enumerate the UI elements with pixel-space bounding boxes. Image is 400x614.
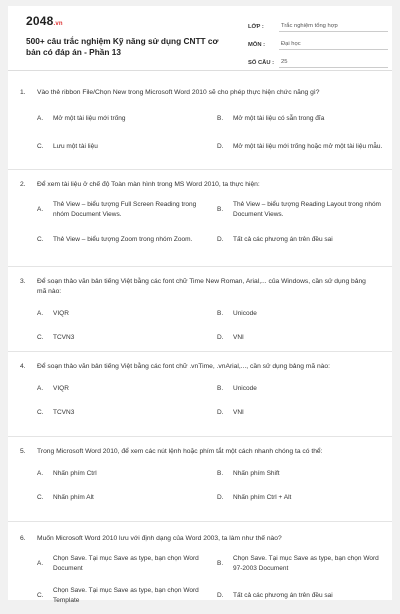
answer-letter: B. xyxy=(217,560,224,567)
answer-text: VNI xyxy=(233,409,244,416)
answer-text: Unicode xyxy=(233,310,257,317)
answer-letter: C. xyxy=(37,592,44,599)
logo-suffix: .vn xyxy=(53,21,63,27)
meta-label: MÔN : xyxy=(248,42,266,48)
answer-letter: B. xyxy=(217,310,224,317)
question-number: 6. xyxy=(20,535,26,542)
answer-option[interactable] xyxy=(217,307,389,321)
answer-option[interactable] xyxy=(217,406,389,420)
answer-letter: D. xyxy=(217,494,224,501)
answer-text: VIQR xyxy=(53,310,69,317)
document-title: 500+ câu trắc nghiệm Kỹ năng sử dụng CNTT cơ bản có đáp án - Phần 13 xyxy=(26,36,219,57)
answer-option[interactable] xyxy=(217,109,389,129)
answer-letter: A. xyxy=(37,385,44,392)
answer-option[interactable] xyxy=(37,109,209,129)
meta-row-count xyxy=(248,54,388,68)
answer-text: Lưu một tài liệu xyxy=(53,143,98,150)
answer-grid xyxy=(20,382,374,420)
answer-option[interactable] xyxy=(37,491,209,505)
answer-letter: B. xyxy=(217,470,224,477)
question-text xyxy=(20,277,374,297)
answer-text: Nhấn phím Shift xyxy=(233,470,280,477)
question-text xyxy=(20,534,374,544)
meta-value: Trắc nghiệm tổng hợp xyxy=(279,23,388,32)
answer-text: Thẻ View – biểu tượng Full Screen Reading trong nhóm Document Views. xyxy=(53,201,197,218)
answer-letter: D. xyxy=(217,409,224,416)
answer-letter: A. xyxy=(37,470,44,477)
question-body: Muốn Microsoft Word 2010 lưu với định dạng của Word 2003, ta làm như thế nào? xyxy=(37,535,282,542)
answer-letter: B. xyxy=(217,206,224,213)
answer-text: Nhấn phím Ctrl + Alt xyxy=(233,494,292,501)
answer-letter: D. xyxy=(217,334,224,341)
answer-letter: B. xyxy=(217,115,224,122)
answer-text: Chọn Save. Tại mục Save as type, bạn chọn Word Document xyxy=(53,555,199,572)
answer-option[interactable] xyxy=(37,554,209,574)
answer-text: Nhấn phím Ctrl xyxy=(53,470,97,477)
answer-option[interactable] xyxy=(217,331,389,345)
document-page xyxy=(8,6,392,604)
answer-text: Thẻ View – biểu tượng Zoom trong nhóm Zoom. xyxy=(53,236,193,243)
meta-value: 25 xyxy=(279,59,388,68)
answer-text: Nhấn phím Alt xyxy=(53,494,94,501)
answer-letter: C. xyxy=(37,494,44,501)
header-divider xyxy=(8,70,392,71)
answer-option[interactable] xyxy=(37,137,209,157)
answer-option[interactable] xyxy=(217,137,389,157)
answer-option[interactable] xyxy=(37,307,209,321)
answer-option[interactable] xyxy=(37,467,209,481)
answer-grid xyxy=(20,307,374,345)
answer-option[interactable] xyxy=(217,230,389,250)
question-item xyxy=(8,522,392,614)
answer-text: Chọn Save. Tại mục Save as type, bạn chọn Word Template xyxy=(53,587,199,604)
answer-letter: B. xyxy=(217,385,224,392)
answer-option[interactable] xyxy=(217,200,389,220)
question-body: Để soạn thảo văn bản tiếng Việt bằng các font chữ .vnTime, .vnArial,..., cần sử dụng bảng mã nào: xyxy=(37,363,330,370)
question-text xyxy=(20,362,374,372)
answer-text: TCVN3 xyxy=(53,409,75,416)
question-number: 1. xyxy=(20,89,26,96)
question-text xyxy=(20,180,374,190)
answer-letter: A. xyxy=(37,560,44,567)
answer-text: Tất cả các phương án trên đều sai xyxy=(233,592,333,599)
answer-letter: A. xyxy=(37,206,44,213)
answer-text: Mở một tài liệu mới trống xyxy=(53,115,126,122)
question-text xyxy=(20,447,374,457)
answer-grid xyxy=(20,200,381,250)
answer-letter: D. xyxy=(217,143,224,150)
answer-text: VIQR xyxy=(53,385,69,392)
question-number: 5. xyxy=(20,448,26,455)
answer-grid xyxy=(20,554,379,606)
answer-text: VNI xyxy=(233,334,244,341)
answer-option[interactable] xyxy=(37,230,209,250)
answer-letter: C. xyxy=(37,236,44,243)
meta-label: SỐ CÂU : xyxy=(248,60,275,66)
question-text xyxy=(20,88,374,98)
question-body: Để soạn thảo văn bản tiếng Việt bằng các font chữ Time New Roman, Arial,... của Windows, cần sử dụng bảng mã nào: xyxy=(37,278,366,295)
question-item xyxy=(8,267,392,352)
question-number: 3. xyxy=(20,278,26,285)
meta-row-class xyxy=(248,18,388,32)
answer-option[interactable] xyxy=(217,491,389,505)
question-list xyxy=(8,74,392,614)
meta-value: Đại học xyxy=(279,41,388,50)
meta-label: LỚP : xyxy=(248,24,264,30)
answer-grid xyxy=(20,467,374,505)
answer-option[interactable] xyxy=(217,554,389,574)
answer-letter: C. xyxy=(37,409,44,416)
answer-text: Chọn Save. Tại mục Save as type, bạn chọn Word 97-2003 Document xyxy=(233,555,379,572)
question-body: Vào thẻ ribbon File/Chọn New trong Microsoft Word 2010 sẽ cho phép thực hiện chức năng gì? xyxy=(37,89,320,96)
page-header xyxy=(8,6,392,68)
answer-grid xyxy=(20,109,383,157)
answer-option[interactable] xyxy=(37,331,209,345)
answer-text: Unicode xyxy=(233,385,257,392)
question-item xyxy=(8,170,392,267)
answer-option[interactable] xyxy=(37,586,209,606)
answer-text: Thẻ View – biểu tượng Reading Layout trong nhóm Document Views. xyxy=(233,201,381,218)
logo-text: 2048 xyxy=(26,14,54,28)
question-body: Để xem tài liệu ở chế độ Toàn màn hình trong MS Word 2010, ta thực hiện: xyxy=(37,181,260,188)
answer-text: TCVN3 xyxy=(53,334,75,341)
answer-letter: C. xyxy=(37,334,44,341)
answer-letter: A. xyxy=(37,310,44,317)
answer-option[interactable] xyxy=(37,406,209,420)
question-body: Trong Microsoft Word 2010, để xem các nút lệnh hoặc phím tắt một cách nhanh chóng ta có thể: xyxy=(37,448,323,455)
answer-option[interactable] xyxy=(217,467,389,481)
meta-row-subject xyxy=(248,36,388,50)
answer-text: Mở một tài liệu có sẵn trong đĩa xyxy=(233,115,325,122)
site-logo[interactable] xyxy=(26,14,63,28)
question-item xyxy=(8,437,392,522)
question-number: 4. xyxy=(20,363,26,370)
answer-letter: A. xyxy=(37,115,44,122)
question-item xyxy=(8,352,392,437)
answer-option[interactable] xyxy=(217,382,389,396)
question-item xyxy=(8,74,392,170)
answer-option[interactable] xyxy=(37,200,209,220)
meta-panel xyxy=(248,18,388,72)
answer-letter: C. xyxy=(37,143,44,150)
question-number: 2. xyxy=(20,181,26,188)
answer-option[interactable] xyxy=(37,382,209,396)
answer-option[interactable] xyxy=(217,586,389,606)
answer-text: Mở một tài liệu mới trống hoặc mở một tài liệu mẫu. xyxy=(233,143,383,150)
answer-letter: D. xyxy=(217,236,224,243)
answer-text: Tất cả các phương án trên đều sai xyxy=(233,236,333,243)
answer-letter: D. xyxy=(217,592,224,599)
